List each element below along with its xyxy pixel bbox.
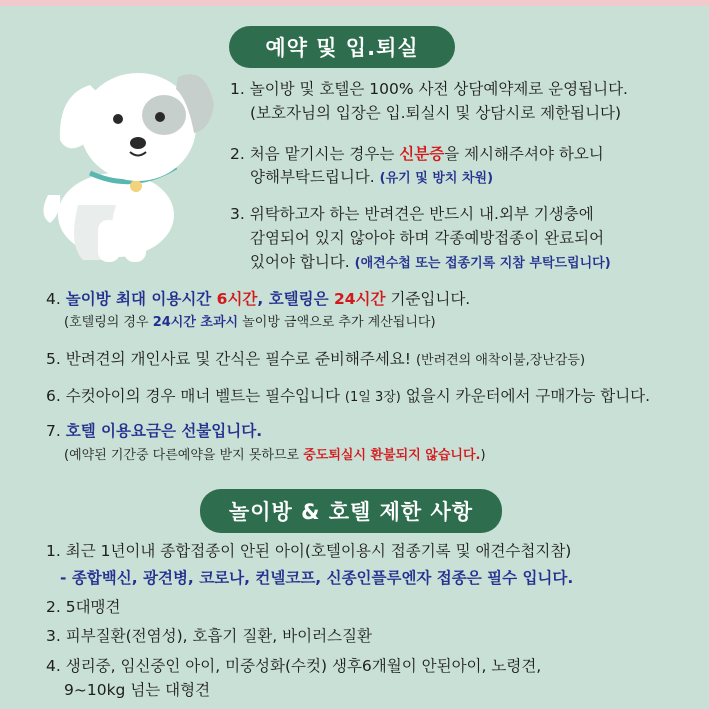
top-accent-strip [0, 0, 709, 6]
item1-line2: (보호자님의 입장은 입.퇴실시 및 상담시로 제한됩니다) [250, 104, 622, 122]
item4-main: 4. 놀이방 최대 이용시간 6시간, 호텔링은 24시간 기준입니다. [46, 290, 471, 308]
restriction4-line2: 9~10kg 넘는 대형견 [64, 681, 211, 699]
section1-title: 예약 및 입.퇴실 [265, 36, 419, 60]
section2-title-pill [200, 489, 502, 533]
item2-line1: 2. 처음 맡기시는 경우는 신분증을 제시해주셔야 하오니 [230, 145, 604, 163]
item1-line1: 1. 놀이방 및 호텔은 100% 사전 상담예약제로 운영됩니다. [230, 80, 628, 98]
item6: 6. 수컷아이의 경우 매너 벨트는 필수입니다 (1일 3장) 없을시 카운터에서 구매가능 합니다. [46, 387, 651, 405]
item3-line3: 있어야 합니다. (애견수첩 또는 접종기록 지참 부탁드립니다) [250, 253, 611, 271]
restriction4-line1: 4. 생리중, 임신중인 아이, 미중성화(수컷) 생후6개월이 안된아이, 노령견, [46, 657, 542, 675]
item7-main: 7. 호텔 이용요금은 선불입니다. [46, 422, 263, 440]
item3-line1: 3. 위탁하고자 하는 반려견은 반드시 내.외부 기생충에 [230, 205, 594, 223]
restriction2: 2. 5대맹견 [46, 598, 121, 616]
restriction3: 3. 피부질환(전염성), 호흡기 질환, 바이러스질환 [46, 627, 372, 645]
item2-line2: 양해부탁드립니다. (유기 및 방치 차원) [250, 168, 494, 186]
item3-line2: 감염되어 있지 않아야 하며 각종예방접종이 완료되어 [250, 229, 605, 247]
item5: 5. 반려견의 개인사료 및 간식은 필수로 준비해주세요! (반려견의 애착이불,장난감등) [46, 350, 586, 368]
dog-illustration-icon [38, 55, 223, 265]
restriction1-line1: 1. 최근 1년이내 종합접종이 안된 아이(호텔이용시 접종기록 및 애견수첩지참) [46, 542, 572, 560]
section2-title: 놀이방 & 호텔 제한 사항 [228, 500, 474, 524]
item7-sub: (예약된 기간중 다른예약을 받지 못하므로 중도퇴실시 환불되지 않습니다.) [64, 448, 486, 463]
section1-title-pill [229, 26, 455, 68]
restriction1-line2: - 종합백신, 광견병, 코로나, 컨넬코프, 신종인플루엔자 접종은 필수 입니다. [60, 569, 574, 587]
item4-sub: (호텔링의 경우 24시간 초과시 놀이방 금액으로 추가 계산됩니다) [64, 315, 436, 330]
